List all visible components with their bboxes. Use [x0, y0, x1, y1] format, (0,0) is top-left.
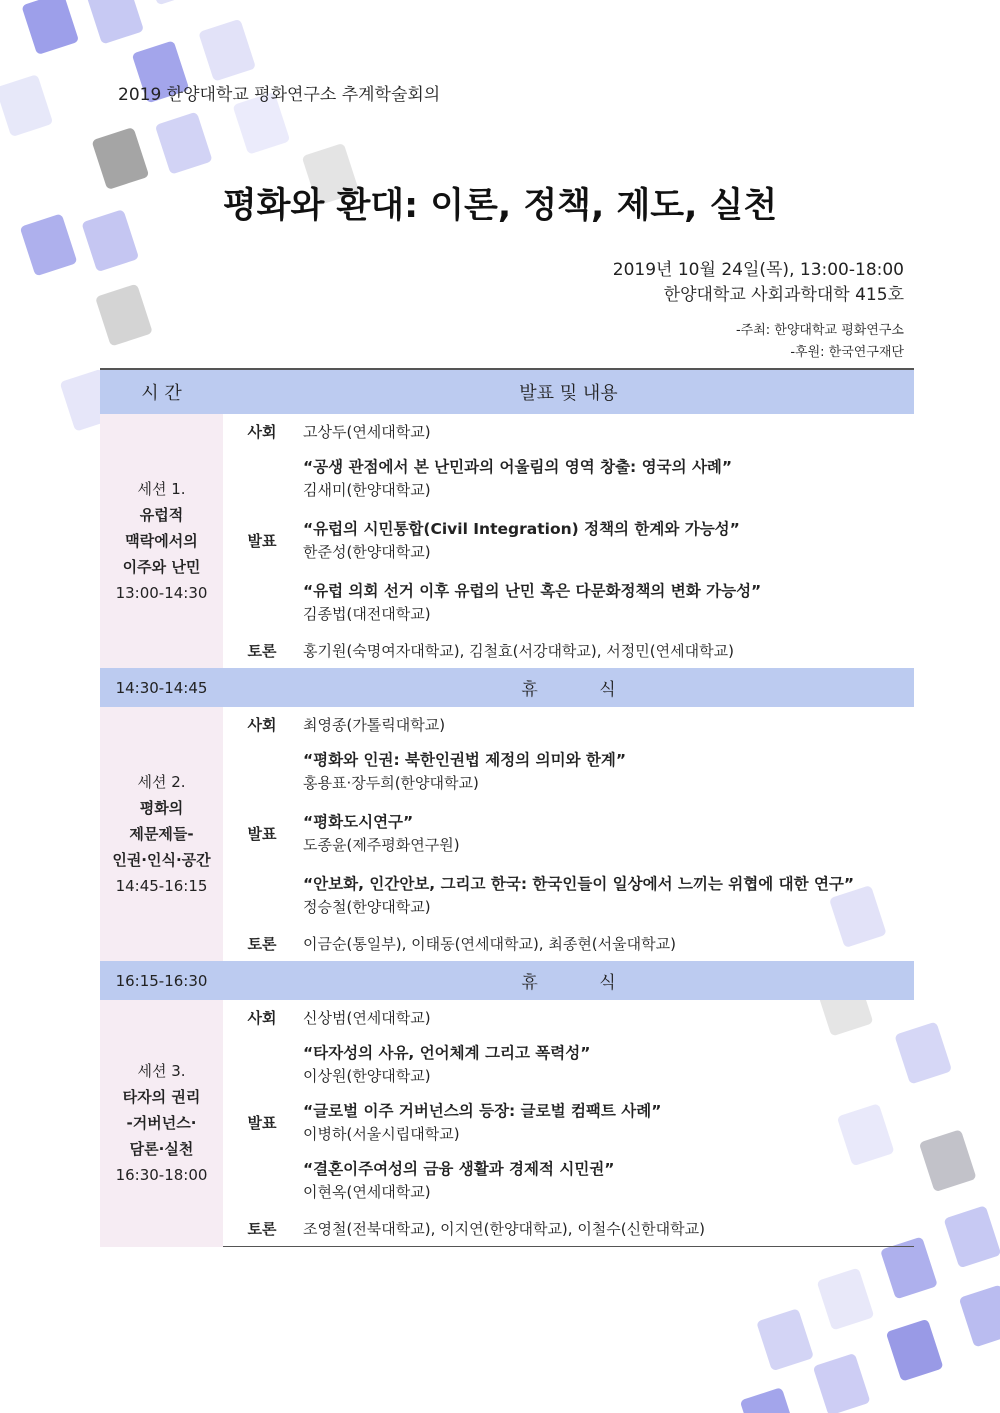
session-time: 14:45-16:15 — [115, 877, 208, 895]
talk-item — [303, 1099, 913, 1145]
event-info — [613, 258, 904, 308]
session-3-cell — [100, 1000, 223, 1247]
session-title-line: 인권·인식·공간 — [112, 851, 211, 869]
discuss-role: 토론 — [247, 641, 277, 660]
session-3-talks-row — [100, 1034, 914, 1210]
talk-title: “공생 관점에서 본 난민과의 어울림의 영역 창출: 영국의 사례” — [303, 458, 733, 476]
chair-role: 사회 — [247, 1008, 277, 1027]
session-2-cell — [100, 707, 223, 961]
break-label: 휴 식 — [223, 668, 914, 707]
host-label: -주최: 한양대학교 평화연구소 — [735, 323, 904, 338]
discuss-role: 토론 — [247, 934, 277, 953]
discuss-role: 토론 — [223, 1210, 301, 1247]
event-venue: 한양대학교 사회과학대학 415호 — [663, 285, 904, 305]
sponsor-label: -후원: 한국연구재단 — [790, 345, 904, 360]
session-3-chair-row — [100, 1000, 914, 1034]
break-time: 16:15-16:30 — [100, 961, 223, 1000]
talk-list — [301, 1034, 914, 1210]
session-label: 세션 1. — [137, 480, 186, 498]
chair-name: 최영종(가톨릭대학교) — [303, 715, 446, 734]
break-row — [100, 961, 914, 1000]
talk-item — [303, 1157, 913, 1203]
session-title-line: 평화의 — [139, 799, 184, 817]
table-header-row — [100, 369, 914, 414]
talk-list — [301, 741, 914, 925]
session-2-talks-row — [100, 741, 914, 925]
break-row — [100, 668, 914, 707]
talk-title: “타자성의 사유, 언어체계 그리고 폭력성” — [303, 1044, 591, 1062]
session-title-line: 맥락에서의 — [125, 532, 198, 550]
session-time: 13:00-14:30 — [115, 584, 208, 602]
talk-title: “평화도시연구” — [303, 813, 414, 831]
conference-label: 2019 한양대학교 평화연구소 추계학술회의 — [118, 85, 441, 105]
present-role: 발표 — [247, 1113, 277, 1132]
talk-speaker: 한준성(한양대학교) — [303, 543, 431, 561]
talk-speaker: 홍용표·장두희(한양대학교) — [303, 774, 479, 792]
session-3-discuss-row — [100, 1210, 914, 1247]
chair-name: 신상범(연세대학교) — [303, 1008, 431, 1027]
session-title-line: 유럽적 — [139, 506, 184, 524]
session-1-chair-row — [100, 414, 914, 448]
talk-title: “결혼이주여성의 금융 생활과 경제적 시민권” — [303, 1160, 615, 1178]
header-time: 시 간 — [100, 369, 223, 414]
break-time: 14:30-14:45 — [100, 668, 223, 707]
header-content: 발표 및 내용 — [223, 369, 914, 414]
talk-title: “안보화, 인간안보, 그리고 한국: 한국인들이 일상에서 느끼는 위협에 대한 연구” — [303, 875, 855, 893]
talk-speaker: 이병하(서울시립대학교) — [303, 1125, 460, 1143]
discussants: 조영철(전북대학교), 이지연(한양대학교), 이철수(신한대학교) — [301, 1210, 914, 1247]
talk-speaker: 김새미(한양대학교) — [303, 481, 431, 499]
talk-item — [303, 1041, 913, 1087]
talk-item — [303, 748, 913, 794]
program-table — [100, 368, 914, 1247]
talk-speaker: 정승철(한양대학교) — [303, 898, 431, 916]
talk-item — [303, 872, 913, 918]
session-1-cell — [100, 414, 223, 668]
session-1-talks-row — [100, 448, 914, 632]
talk-title: “평화와 인권: 북한인권법 제정의 의미와 한계” — [303, 751, 627, 769]
present-role: 발표 — [247, 531, 277, 550]
session-title-line: -거버넌스· — [126, 1114, 197, 1133]
session-2-discuss-row — [100, 925, 914, 961]
present-role: 발표 — [247, 824, 277, 843]
talk-speaker: 도종윤(제주평화연구원) — [303, 836, 460, 854]
session-label: 세션 3. — [137, 1062, 186, 1081]
session-time: 16:30-18:00 — [115, 1166, 208, 1185]
session-2-chair-row — [100, 707, 914, 741]
talk-title: “유럽의 시민통합(Civil Integration) 정책의 한계와 가능성” — [303, 520, 740, 538]
session-label: 세션 2. — [137, 773, 186, 791]
session-title-line: 담론·실천 — [129, 1140, 194, 1159]
talk-item — [303, 455, 913, 501]
chair-name: 고상두(연세대학교) — [303, 422, 431, 441]
talk-item — [303, 517, 913, 563]
talk-speaker: 김종법(대전대학교) — [303, 605, 431, 623]
talk-list — [301, 448, 914, 632]
talk-speaker: 이현옥(연세대학교) — [303, 1183, 431, 1201]
talk-item — [303, 579, 913, 625]
session-1-discuss-row — [100, 632, 914, 668]
talk-item — [303, 810, 913, 856]
chair-role: 사회 — [247, 715, 277, 734]
session-title-line: 이주와 난민 — [122, 558, 201, 576]
discussants: 이금순(통일부), 이태동(연세대학교), 최종현(서울대학교) — [303, 934, 676, 953]
talk-title: “글로벌 이주 거버넌스의 등장: 글로벌 컴팩트 사례” — [303, 1102, 662, 1120]
organizer-info — [736, 320, 904, 364]
talk-title: “유럽 의회 선거 이후 유럽의 난민 혹은 다문화정책의 변화 가능성” — [303, 582, 762, 600]
chair-role: 사회 — [247, 422, 277, 441]
discussants: 홍기원(숙명여자대학교), 김철효(서강대학교), 서정민(연세대학교) — [303, 641, 734, 660]
session-title-line: 타자의 권리 — [122, 1088, 201, 1107]
event-datetime: 2019년 10월 24일(목), 13:00-18:00 — [612, 260, 904, 280]
page-title: 평화와 환대: 이론, 정책, 제도, 실천 — [222, 186, 778, 226]
break-label: 휴 식 — [223, 961, 914, 1000]
session-title-line: 제문제들- — [129, 825, 194, 843]
talk-speaker: 이상원(한양대학교) — [303, 1067, 431, 1085]
